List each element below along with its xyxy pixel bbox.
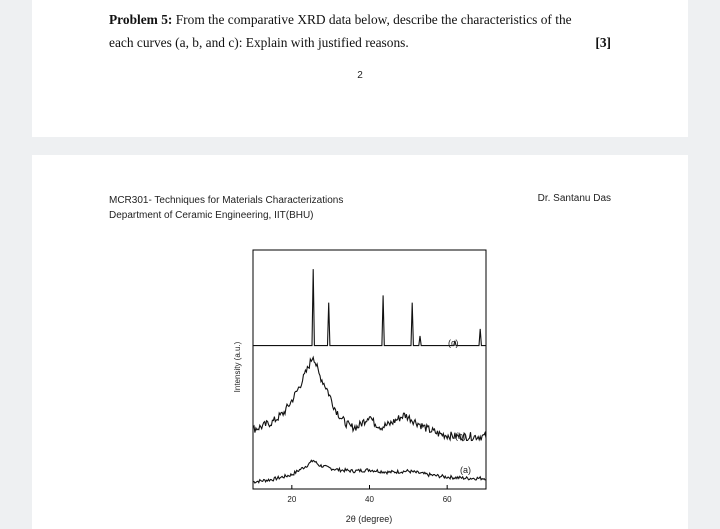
problem-label: Problem 5: [109,12,173,27]
x-axis-ticks [287,485,452,504]
problem-marks: [3] [595,35,611,50]
x-tick-label: 60 [442,495,452,504]
curve-label-b: (b) [455,431,466,441]
curve-label-a: (a) [460,465,471,475]
x-tick-label: 40 [365,495,374,504]
curve-b-line [253,357,486,440]
course-title: MCR301- Techniques for Materials Characterizations [109,195,344,206]
curve-a-line [253,460,486,483]
y-axis-label: Intensity (a.u.) [233,341,242,393]
author-name: Dr. Santanu Das [537,193,611,204]
page-number: 2 [357,70,363,81]
curve-c-line [253,269,486,346]
x-axis-label: 2θ (degree) [345,514,393,524]
xrd-chart [32,155,688,529]
problem-text-line2: each curves (a, b, and c): Explain with justified reasons. [109,35,409,50]
problem-text-line1: From the comparative XRD data below, describe the characteristics of the [175,12,572,27]
curve-label-c: (c) [448,338,459,348]
page-two [32,155,688,529]
problem-statement [109,8,611,54]
department-name: Department of Ceramic Engineering, IIT(BHU) [109,210,314,221]
page-one [32,0,688,137]
plot-frame [253,250,486,489]
x-tick-label: 20 [287,495,297,504]
